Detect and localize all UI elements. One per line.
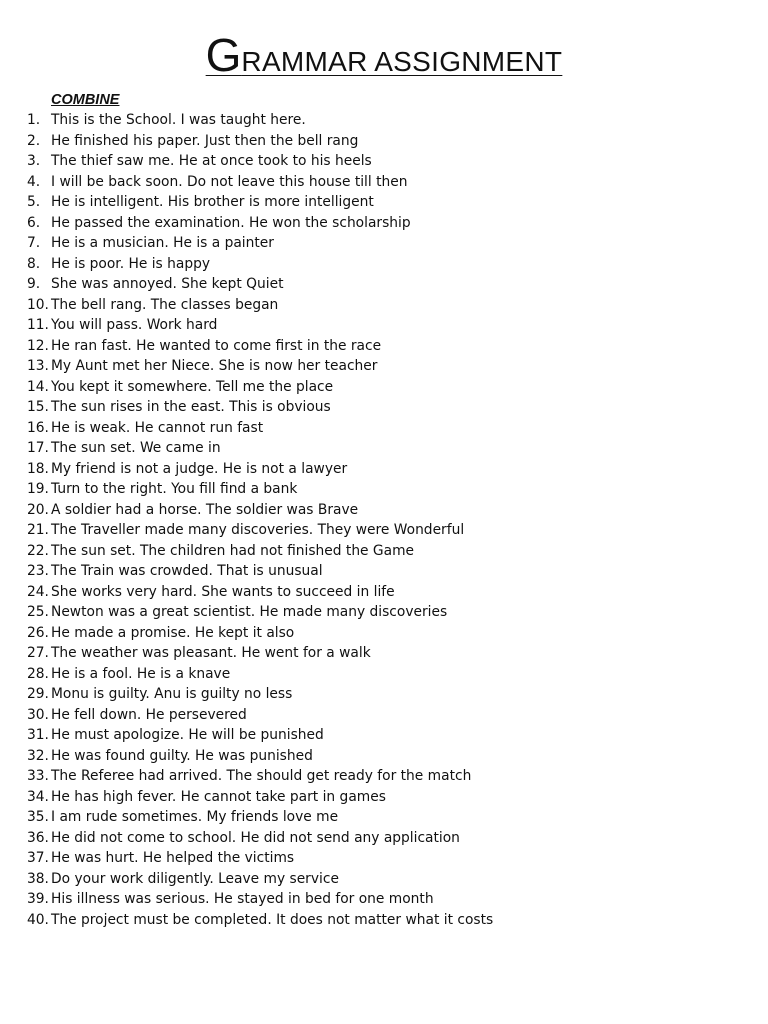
item-text: He is a musician. He is a painter bbox=[51, 235, 274, 251]
item-number: 27. bbox=[27, 645, 49, 661]
item-text: He passed the examination. He won the scholarship bbox=[51, 214, 411, 231]
item-number: 10. bbox=[27, 296, 49, 313]
item-text: He ran fast. He wanted to come first in the race bbox=[51, 337, 382, 354]
list-item bbox=[27, 869, 493, 890]
item-number: 13. bbox=[27, 358, 49, 374]
item-number: 18. bbox=[27, 460, 49, 477]
item-number: 16. bbox=[27, 419, 49, 436]
item-text: The Train was crowded. That is unusual bbox=[51, 563, 323, 579]
list-item bbox=[27, 807, 493, 828]
item-number: 17. bbox=[27, 440, 49, 456]
item-text: The bell rang. The classes began bbox=[51, 296, 279, 313]
list-item bbox=[27, 213, 493, 234]
list-item bbox=[27, 172, 493, 193]
title-rest: RAMMAR ASSIGNMENT bbox=[241, 46, 563, 77]
item-number: 34. bbox=[27, 788, 49, 805]
list-item bbox=[27, 889, 493, 910]
list-item bbox=[27, 192, 493, 213]
item-text: My friend is not a judge. He is not a lawyer bbox=[51, 460, 348, 477]
section-heading: COMBINE bbox=[51, 92, 120, 108]
item-number: 23. bbox=[27, 563, 49, 579]
list-item bbox=[27, 848, 493, 869]
item-number: 32. bbox=[27, 747, 49, 764]
item-text: He has high fever. He cannot take part in games bbox=[51, 788, 386, 805]
item-text: You will pass. Work hard bbox=[51, 317, 218, 333]
page-title bbox=[0, 29, 768, 81]
list-item bbox=[27, 295, 493, 316]
list-item bbox=[27, 623, 493, 644]
item-number: 2. bbox=[27, 132, 41, 149]
item-text: He is weak. He cannot run fast bbox=[51, 419, 264, 436]
list-item bbox=[27, 561, 493, 582]
item-text: He is a fool. He is a knave bbox=[51, 665, 231, 682]
item-number: 22. bbox=[27, 542, 49, 559]
item-text: She was annoyed. She kept Quiet bbox=[51, 276, 284, 292]
item-text: Monu is guilty. Anu is guilty no less bbox=[51, 686, 293, 702]
list-item bbox=[27, 787, 493, 808]
item-text: He was found guilty. He was punished bbox=[51, 747, 313, 764]
item-number: 37. bbox=[27, 850, 49, 866]
item-number: 29. bbox=[27, 686, 49, 702]
item-number: 28. bbox=[27, 665, 49, 682]
item-text: A soldier had a horse. The soldier was Brave bbox=[51, 501, 359, 518]
item-text: He finished his paper. Just then the bell rang bbox=[51, 132, 359, 149]
item-number: 1. bbox=[27, 112, 41, 128]
item-text: He made a promise. He kept it also bbox=[51, 624, 295, 641]
list-item bbox=[27, 520, 493, 541]
item-number: 3. bbox=[27, 153, 41, 169]
list-item bbox=[27, 684, 493, 705]
item-number: 35. bbox=[27, 809, 49, 825]
item-number: 38. bbox=[27, 870, 49, 887]
item-text: I will be back soon. Do not leave this house till then bbox=[51, 173, 408, 190]
item-text: You kept it somewhere. Tell me the place bbox=[51, 378, 334, 395]
list-item bbox=[27, 705, 493, 726]
list-item bbox=[27, 459, 493, 480]
item-text: His illness was serious. He stayed in bed for one month bbox=[51, 891, 434, 907]
list-item bbox=[27, 766, 493, 787]
item-number: 39. bbox=[27, 891, 49, 907]
list-item bbox=[27, 664, 493, 685]
item-number: 14. bbox=[27, 378, 49, 395]
item-text: The sun rises in the east. This is obvious bbox=[51, 399, 331, 415]
item-text: Newton was a great scientist. He made many discoveries bbox=[51, 604, 448, 620]
item-text: He must apologize. He will be punished bbox=[51, 727, 324, 743]
list-item bbox=[27, 541, 493, 562]
list-item bbox=[27, 582, 493, 603]
item-text: Do your work diligently. Leave my service bbox=[51, 870, 339, 887]
item-number: 6. bbox=[27, 214, 41, 231]
list-item bbox=[27, 110, 493, 131]
item-text: He is poor. He is happy bbox=[51, 255, 211, 272]
list-item bbox=[27, 438, 493, 459]
list-item bbox=[27, 356, 493, 377]
item-text: The thief saw me. He at once took to his heels bbox=[51, 153, 372, 169]
list-item bbox=[27, 254, 493, 275]
item-number: 21. bbox=[27, 522, 49, 538]
item-number: 8. bbox=[27, 255, 41, 272]
item-number: 40. bbox=[27, 911, 49, 928]
item-text: The Traveller made many discoveries. They were Wonderful bbox=[51, 522, 465, 538]
item-number: 24. bbox=[27, 583, 49, 600]
item-number: 25. bbox=[27, 604, 49, 620]
list-item bbox=[27, 397, 493, 418]
item-number: 9. bbox=[27, 276, 41, 292]
item-text: He is intelligent. His brother is more intelligent bbox=[51, 194, 374, 210]
list-item bbox=[27, 377, 493, 398]
item-text: The sun set. We came in bbox=[51, 440, 221, 456]
list-item bbox=[27, 315, 493, 336]
list-item bbox=[27, 500, 493, 521]
item-number: 15. bbox=[27, 399, 49, 415]
item-text: My Aunt met her Niece. She is now her teacher bbox=[51, 358, 378, 374]
item-text: He did not come to school. He did not send any application bbox=[51, 829, 460, 846]
item-number: 20. bbox=[27, 501, 49, 518]
item-text: She works very hard. She wants to succeed in life bbox=[51, 583, 395, 600]
item-number: 11. bbox=[27, 317, 49, 333]
list-item bbox=[27, 131, 493, 152]
list-item bbox=[27, 746, 493, 767]
item-number: 26. bbox=[27, 624, 49, 641]
list-item bbox=[27, 602, 493, 623]
item-text: I am rude sometimes. My friends love me bbox=[51, 809, 339, 825]
item-number: 33. bbox=[27, 768, 49, 784]
list-item bbox=[27, 828, 493, 849]
item-text: This is the School. I was taught here. bbox=[51, 112, 306, 128]
item-text: The sun set. The children had not finished the Game bbox=[51, 542, 415, 559]
item-text: The Referee had arrived. The should get ready for the match bbox=[51, 768, 472, 784]
item-number: 19. bbox=[27, 481, 49, 497]
item-text: The project must be completed. It does not matter what it costs bbox=[51, 911, 494, 928]
item-number: 4. bbox=[27, 173, 41, 190]
list-item bbox=[27, 151, 493, 172]
title-initial: G bbox=[205, 29, 242, 81]
exercise-list bbox=[27, 110, 493, 930]
list-item bbox=[27, 725, 493, 746]
list-item bbox=[27, 336, 493, 357]
item-number: 12. bbox=[27, 337, 49, 354]
list-item bbox=[27, 910, 493, 931]
list-item bbox=[27, 274, 493, 295]
item-number: 30. bbox=[27, 706, 49, 723]
item-text: Turn to the right. You fill find a bank bbox=[51, 481, 298, 497]
list-item bbox=[27, 479, 493, 500]
item-text: He was hurt. He helped the victims bbox=[51, 850, 295, 866]
item-number: 31. bbox=[27, 727, 49, 743]
item-number: 5. bbox=[27, 194, 41, 210]
item-text: He fell down. He persevered bbox=[51, 706, 247, 723]
item-number: 36. bbox=[27, 829, 49, 846]
list-item bbox=[27, 233, 493, 254]
item-number: 7. bbox=[27, 235, 41, 251]
list-item bbox=[27, 643, 493, 664]
list-item bbox=[27, 418, 493, 439]
item-text: The weather was pleasant. He went for a walk bbox=[51, 645, 371, 661]
